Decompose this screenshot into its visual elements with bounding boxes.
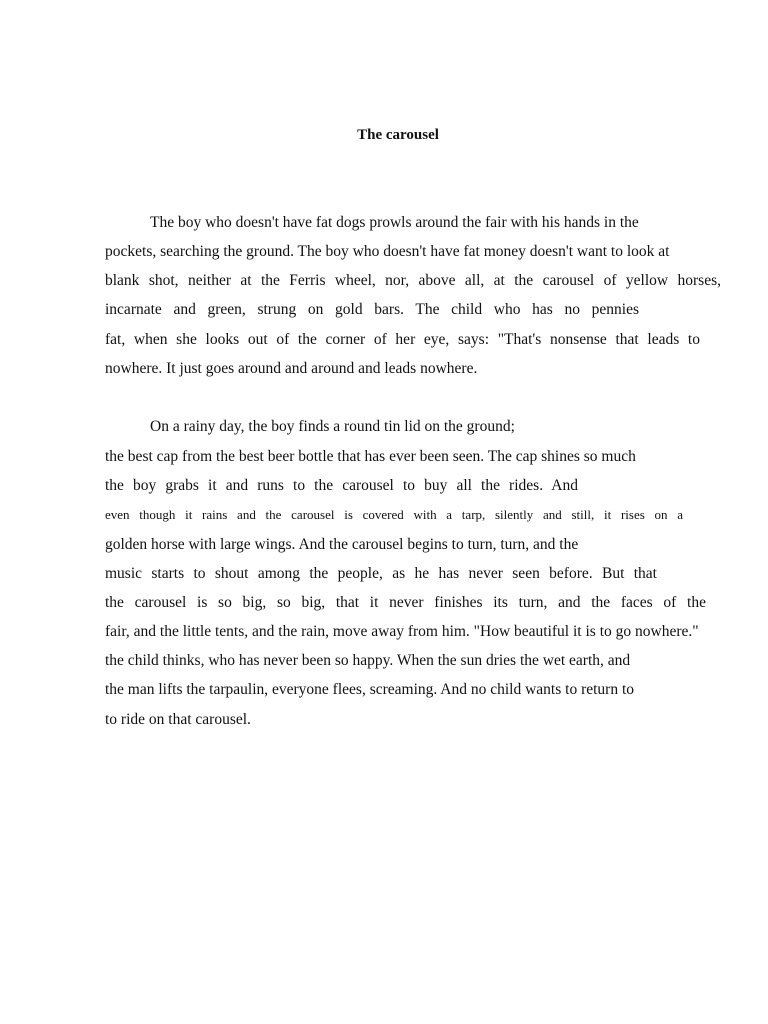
paragraph-2-line-3: the boy grabs it and runs to the carousel to buy all the rides. And (105, 477, 578, 494)
paragraph-1-line-3: blank shot, neither at the Ferris wheel, nor, above all, at the carousel of yellow horses, (105, 272, 721, 289)
paragraph-2-line-9: the child thinks, who has never been so happy. When the sun dries the wet earth, and (105, 652, 631, 669)
paragraph-2-line-7: the carousel is so big, so big, that it never finishes its turn, and the faces of the (105, 594, 706, 611)
paragraph-1-line-4: incarnate and green, strung on gold bars. The child who has no pennies (105, 301, 639, 318)
paragraph-2-line-1: On a rainy day, the boy finds a round tin lid on the ground; (150, 418, 515, 435)
document-title: The carousel (357, 127, 439, 143)
paragraph-1-line-6: nowhere. It just goes around and around and leads nowhere. (105, 360, 478, 377)
paragraph-2-line-11: to ride on that carousel. (105, 711, 251, 728)
paragraph-2-line-8: fair, and the little tents, and the rain, move away from him. "How beautiful it is to go nowhere." (105, 623, 699, 640)
paragraph-1-line-1: The boy who doesn't have fat dogs prowls around the fair with his hands in the (150, 214, 639, 231)
paragraph-2-line-2: the best cap from the best beer bottle that has ever been seen. The cap shines so much (105, 448, 636, 465)
paragraph-2-line-10: the man lifts the tarpaulin, everyone flees, screaming. And no child wants to return to (105, 681, 635, 698)
paragraph-1-line-2: pockets, searching the ground. The boy who doesn't have fat money doesn't want to look at (105, 243, 670, 260)
paragraph-2-line-6: music starts to shout among the people, as he has never seen before. But that (105, 565, 657, 582)
paragraph-2-line-4: even though it rains and the carousel is covered with a tarp, silently and still, it rises on a (105, 507, 683, 522)
paragraph-1-line-5: fat, when she looks out of the corner of her eye, says: "That's nonsense that leads to (105, 331, 700, 348)
paragraph-2-line-5: golden horse with large wings. And the carousel begins to turn, turn, and the (105, 536, 579, 553)
